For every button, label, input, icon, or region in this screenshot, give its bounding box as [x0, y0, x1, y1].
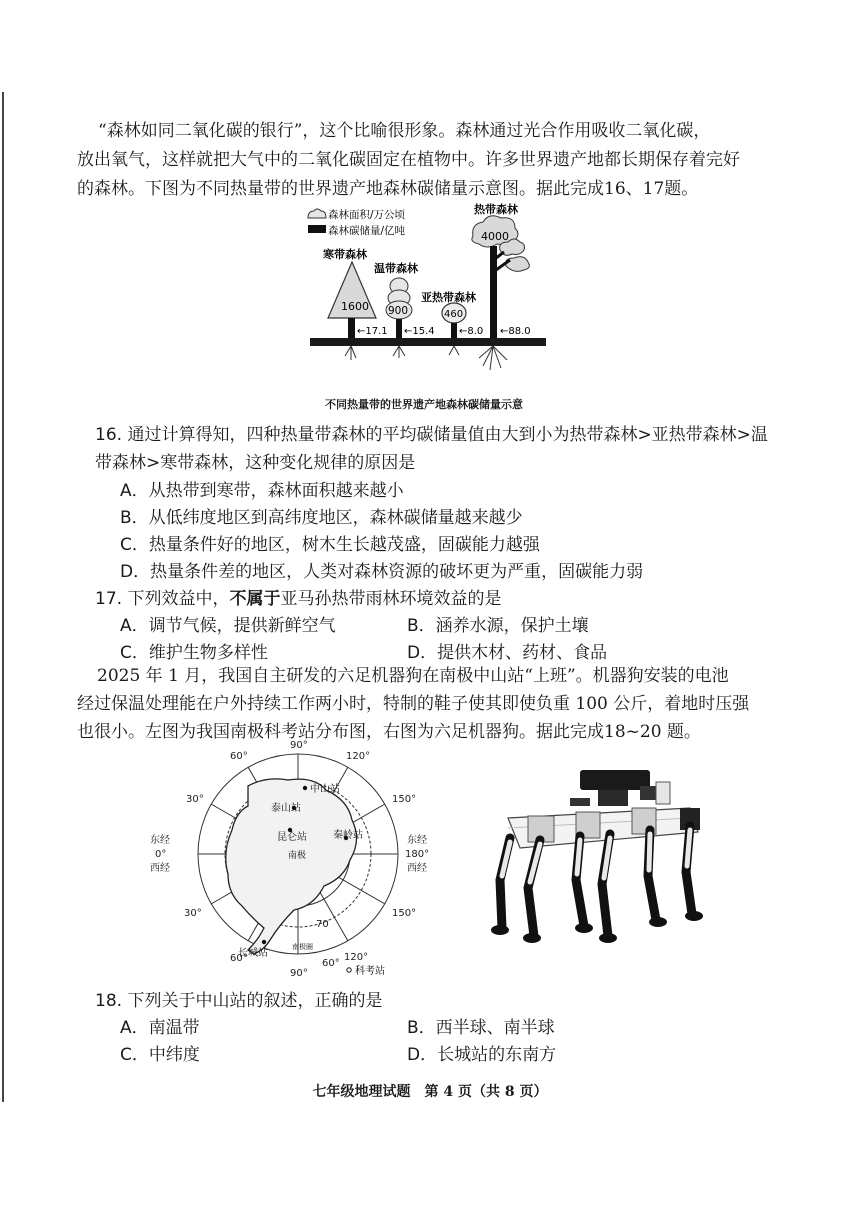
- q18-option-a: A．南温带: [120, 1018, 200, 1038]
- deg-90-top: 90°: [290, 740, 308, 751]
- deg-180: 180°: [405, 849, 430, 860]
- forest-carbon-figure: [300, 198, 550, 394]
- q17-option-d: D．提供木材、药材、食品: [407, 643, 608, 663]
- q17-option-c: C．维护生物多样性: [120, 643, 268, 663]
- antarctic-station-map: [140, 734, 440, 984]
- passage2-line2: 经过保温处理能在户外持续工作两小时，特制的鞋子使其即使负重 100 公斤，着地时压强: [77, 694, 750, 714]
- q16-stem-line1: 16. 通过计算得知，四种热量带森林的平均碳储量值由大到小为热带森林>亚热带森林>温: [95, 425, 768, 445]
- q18-option-d: D．长城站的东南方: [407, 1045, 557, 1065]
- west-left: 西经: [150, 863, 170, 874]
- q17-stem-part1: 17. 下列效益中，: [95, 589, 230, 609]
- passage2-line3: 也很小。左图为我国南极科考站分布图，右图为六足机器狗。据此完成18~20 题。: [77, 722, 701, 742]
- deg-30-lb: 30°: [184, 908, 202, 919]
- station-legend-icon: [347, 968, 351, 972]
- temperate-forest-area: 900: [388, 305, 409, 317]
- figure-caption: 不同热量带的世界遗产地森林碳储量示意: [325, 398, 523, 411]
- legend-carbon-label: 森林碳储量/亿吨: [328, 225, 406, 237]
- q17-stem-part2: 亚马孙热带雨林环境效益的是: [280, 589, 502, 609]
- subtropical-forest-carbon: ←8.0: [459, 326, 484, 337]
- q16-option-a: A．从热带到寒带，森林面积越来越小: [120, 481, 404, 501]
- tropical-forest-carbon: ←88.0: [500, 326, 531, 337]
- legend-area-icon: [308, 209, 326, 218]
- antarctic-circle-label: 南极圈: [292, 943, 313, 951]
- legend-area-label: 森林面积/万公顷: [328, 209, 406, 221]
- boreal-forest-label: 寒带森林: [323, 248, 367, 261]
- deg-150-r: 150°: [392, 794, 417, 805]
- lat-70: 70: [316, 919, 329, 930]
- south-pole-label: 南极: [288, 851, 307, 861]
- q16-option-d: D．热量条件差的地区，人类对森林资源的破坏更为严重，固碳能力弱: [120, 562, 644, 582]
- deg-60-b: 60°: [322, 958, 340, 969]
- kunlun-station-label: 昆仑站: [277, 832, 307, 843]
- q17-stem-emphasis: 不属于: [229, 589, 281, 609]
- east-left: 东经: [150, 835, 170, 846]
- q16-option-c: C．热量条件好的地区，树木生长越茂盛，固碳能力越强: [120, 535, 540, 555]
- deg-60-bl: 60°: [230, 953, 248, 964]
- q17-option-a: A．调节气候，提供新鲜空气: [120, 616, 336, 636]
- ground-bar: [310, 338, 546, 346]
- q18-stem: 18. 下列关于中山站的叙述，正确的是: [95, 991, 383, 1011]
- q18-option-c: C．中纬度: [120, 1045, 200, 1065]
- tropical-forest-area: 4000: [481, 230, 509, 243]
- deg-120-br: 120°: [344, 952, 369, 963]
- passage1-line2: 放出氧气，这样就把大气中的二氧化碳固定在植物中。许多世界遗产地都长期保存着完好: [77, 150, 740, 170]
- temperate-forest-label: 温带森林: [374, 262, 418, 275]
- deg-120-tr: 120°: [346, 751, 371, 762]
- q18-option-b: B．西半球、南半球: [407, 1018, 555, 1038]
- deg-60-tl: 60°: [230, 751, 248, 762]
- subtropical-forest-label: 亚热带森林: [421, 291, 476, 304]
- passage1-line3: 的森林。下图为不同热量带的世界遗产地森林碳储量示意图。据此完成16、17题。: [77, 179, 699, 199]
- boreal-forest-area: 1600: [341, 300, 369, 313]
- left-border-line: [2, 92, 4, 1102]
- subtropical-forest-area: 460: [444, 309, 464, 320]
- boreal-forest-carbon: ←17.1: [357, 326, 388, 337]
- temperate-forest-carbon: ←15.4: [404, 326, 435, 337]
- q16-option-b: B．从低纬度地区到高纬度地区，森林碳储量越来越少: [120, 508, 523, 528]
- passage1-line1: “森林如同二氧化碳的银行”，这个比喻很形象。森林通过光合作用吸收二氧化碳，: [98, 121, 711, 141]
- taishan-station-label: 泰山站: [271, 803, 301, 814]
- robot-dog-image: [480, 768, 730, 958]
- changcheng-station-label: 长城站: [238, 948, 268, 959]
- qinling-station-label: 秦岭站: [333, 830, 363, 841]
- deg-30-l: 30°: [186, 794, 204, 805]
- passage2-line1: 2025 年 1 月，我国自主研发的六足机器狗在南极中山站“上班”。机器狗安装的电池: [97, 666, 729, 686]
- station-legend-label: 科考站: [355, 966, 385, 977]
- tropical-forest-label: 热带森林: [474, 203, 518, 216]
- east-right: 东经: [407, 835, 427, 846]
- zero-meridian: 0°: [155, 849, 167, 860]
- page-footer: 七年级地理试题 第 4 页（共 8 页）: [312, 1084, 548, 1100]
- west-right: 西经: [407, 863, 427, 874]
- deg-150-rb: 150°: [392, 908, 417, 919]
- legend-carbon-icon: [308, 225, 326, 233]
- q17-option-b: B．涵养水源，保护土壤: [407, 616, 589, 636]
- zhongshan-station-label: 中山站: [310, 784, 340, 795]
- deg-90-bottom: 90°: [290, 968, 308, 979]
- q16-stem-line2: 带森林>寒带森林，这种变化规律的原因是: [95, 453, 416, 473]
- q17-stem: [95, 585, 501, 613]
